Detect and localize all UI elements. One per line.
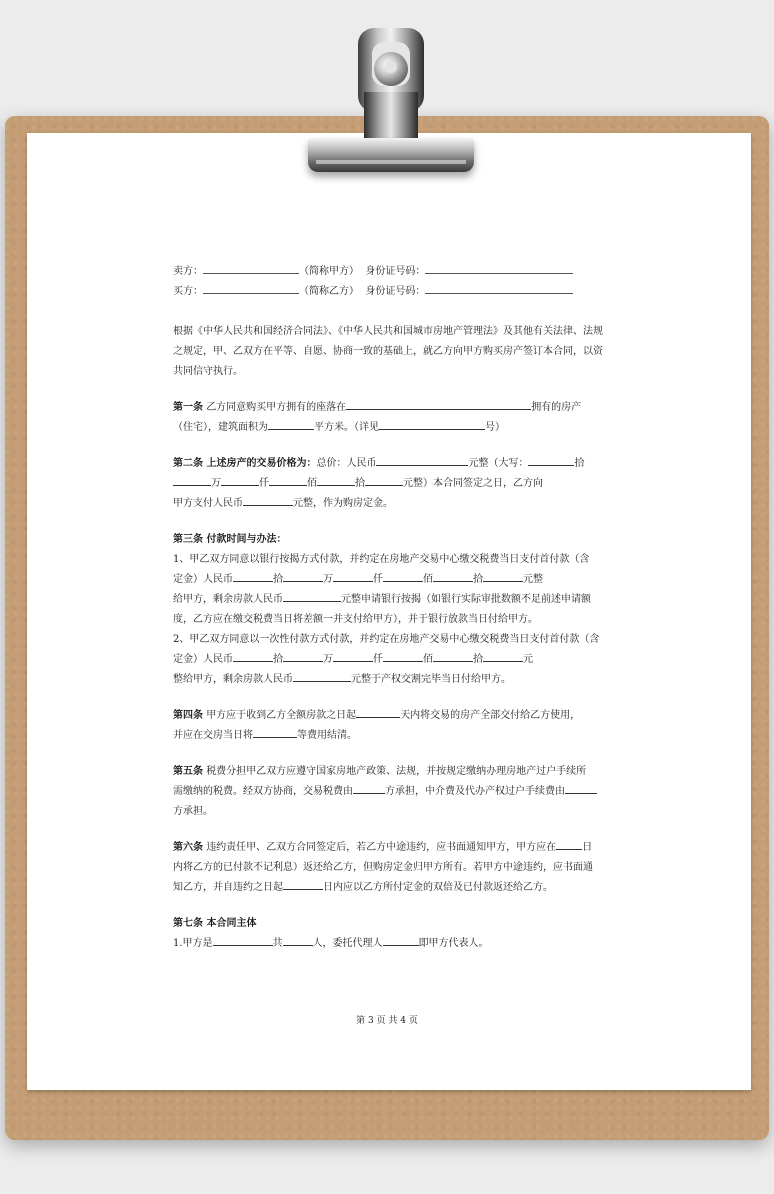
contract-text bbox=[173, 262, 605, 954]
buyer-line: 买方： （简称乙方） 身份证号码： bbox=[173, 282, 605, 302]
article-7: 第七条 本合同主体 1.甲方是 共 人，委托代理人 即甲方代表人。 bbox=[173, 918, 489, 949]
article-1: 第一条 乙方同意购买甲方拥有的座落在 拥有的房产 （住宅），建筑面积为 平方米。（详见 号） bbox=[173, 398, 605, 438]
intro-paragraph: 根据《中华人民共和国经济合同法》、《中华人民共和国城市房地产管理法》及其他有关法律、法规之规定，甲、乙双方在平等、自愿、协商一致的基础上，就乙方向甲方购买房产签订本合同，以资共同信守执行。 bbox=[173, 326, 603, 377]
article-3: 第三条 付款时间与办法： 1、甲乙双方同意以银行按揭方式付款，并约定在房地产交易中心缴交税费当日支付首付款（含 定金）人民币 拾 万 仟 佰 拾 元整 给甲方，剩余房款人民币 元整申请银行按揭（如银行实际审批数额不足前述申请额 度，乙方应在缴交税费当日将差额一并支付给甲方），并于银行放款当日付给甲方。 2、甲乙双方同意以一次性付款方式付款，并约定在房地产交易中心缴交税费当日支付首付款（含 定金）人民币 拾 万 仟 佰 拾 元 整给甲方，剩余房款人民币 元整于产权交割完毕当日付给甲方。 bbox=[173, 534, 600, 685]
seller-line: 卖方： （简称甲方） 身份证号码： bbox=[173, 262, 605, 282]
article-6: 第六条 违约责任甲、乙双方合同签定后，若乙方中途违约，应书面通知甲方，甲方应在 日 内将乙方的已付款不记利息）返还给乙方，但购房定金归甲方所有。若甲方中途违约，应书面通 知乙方，并自违约之日起 日内应以乙方所付定金的双倍及已付款返还给乙方。 bbox=[173, 838, 605, 898]
article-5: 第五条 税费分担甲乙双方应遵守国家房地产政策、法规，并按规定缴纳办理房地产过户手续所 需缴纳的税费。经双方协商，交易税费由 方承担，中介费及代办产权过户手续费由 方承担。 bbox=[173, 762, 605, 822]
article-2: 第二条 上述房产的交易价格为：总价：人民币 元整（大写： 拾 万 仟 佰 拾 元整）本合同签定之日，乙方向 甲方支付人民币 元整，作为购房定金。 bbox=[173, 454, 605, 514]
article-4: 第四条 甲方应于收到乙方全额房款之日起 天内将交易的房产全部交付给乙方使用， 并应在交房当日将 等费用结清。 bbox=[173, 706, 605, 746]
page-number: 第 3 页 共 4 页 bbox=[356, 1016, 418, 1026]
